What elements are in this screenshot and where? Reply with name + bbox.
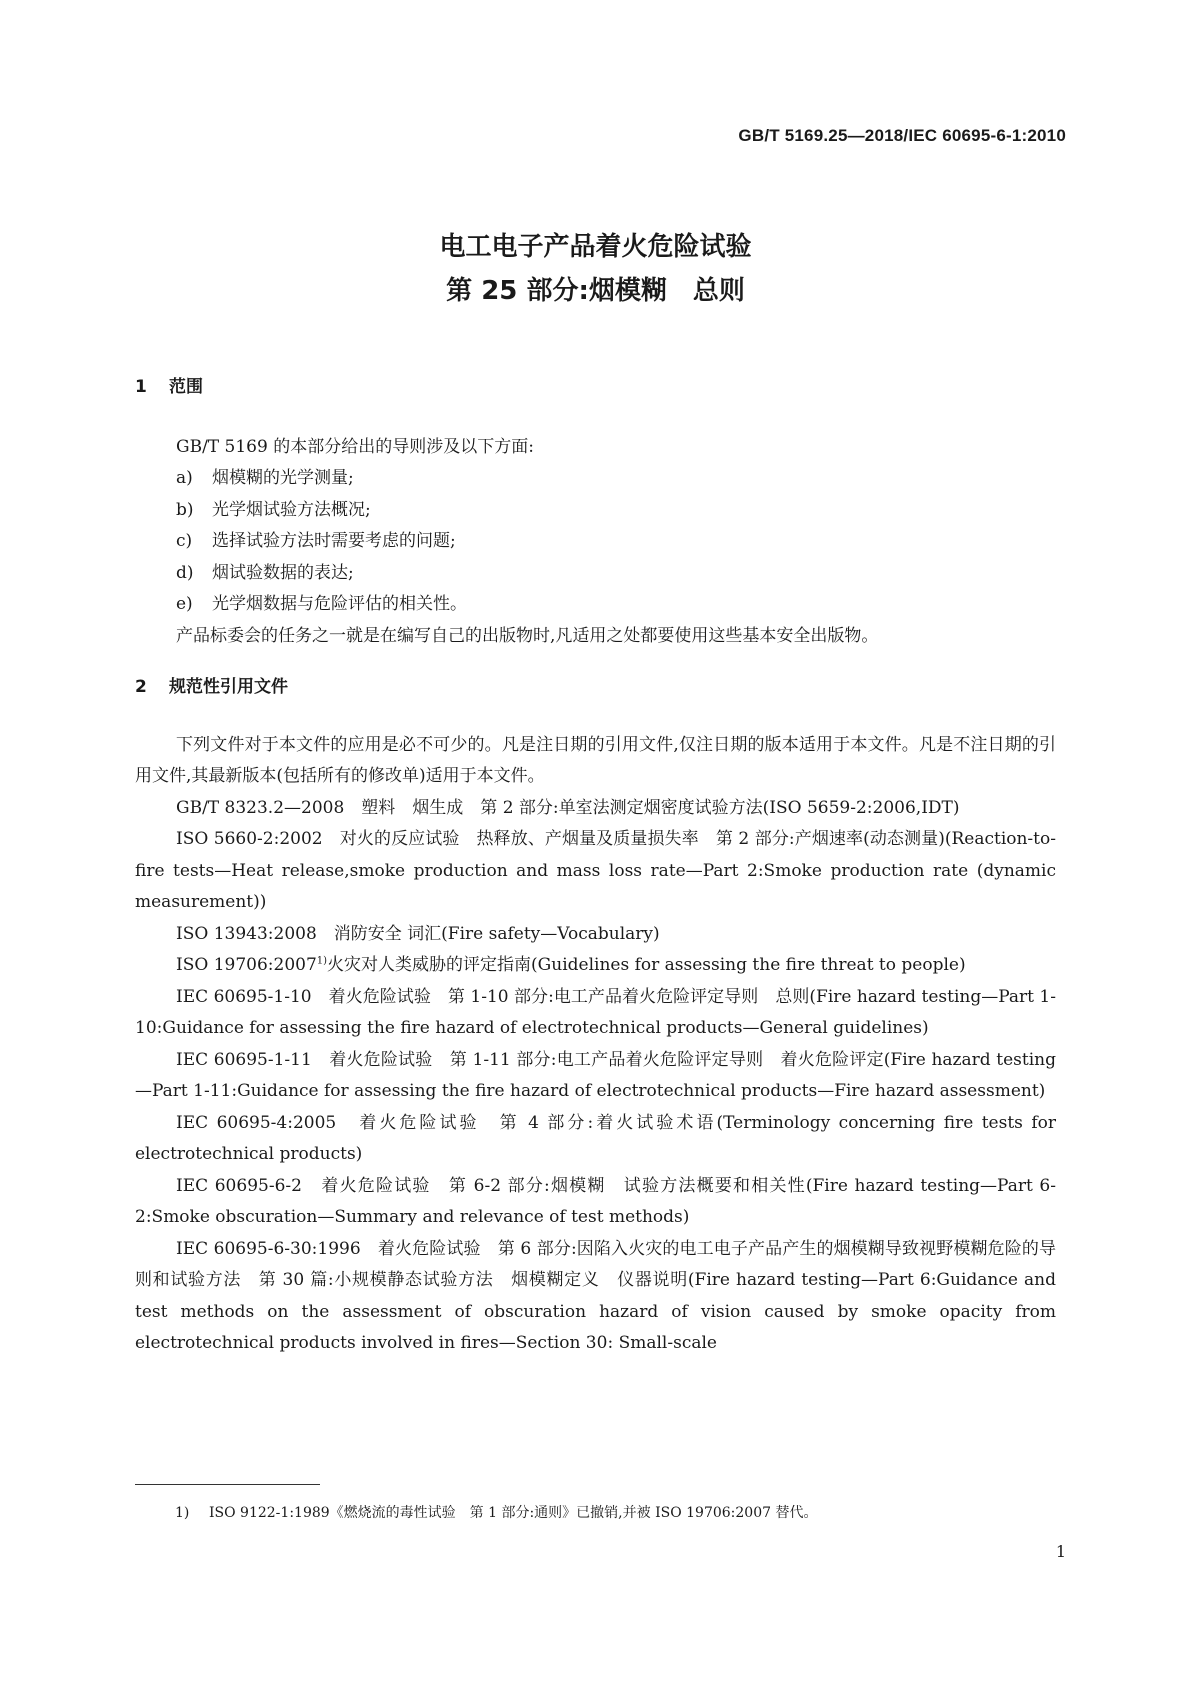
list-item: [135, 495, 1056, 527]
footnote-text: ISO 9122-1:1989《燃烧流的毒性试验 第 1 部分:通则》已撤销,并被 ISO 19706:2007 替代。: [209, 1505, 818, 1521]
list-item: [135, 558, 1056, 590]
list-marker: d): [176, 562, 194, 583]
reference-entry: IEC 60695-4:2005 着火危险试验 第 4 部分:着火试验术语(Terminology concerning fire tests for electrotechnical products): [135, 1112, 1056, 1164]
list-marker: a): [176, 468, 193, 488]
section-number: 2: [135, 677, 147, 697]
reference-entry: IEC 60695-1-10 着火危险试验 第 1-10 部分:电工产品着火危险评定导则 总则(Fire hazard testing—Part 1-10:Guidance for assessing the fire hazard of electrotechnical products—General guidelines): [135, 986, 1056, 1038]
page-number: 1: [1055, 1542, 1066, 1561]
reference-text: 火灾对人类威胁的评定指南(Guidelines for assessing the fire threat to people): [327, 955, 966, 975]
section-number: 1: [135, 377, 147, 397]
title-line-1: 电工电子产品着火危险试验: [439, 232, 752, 262]
footnote-divider: [135, 1484, 320, 1485]
footnote-marker: 1): [175, 1505, 190, 1521]
list-item: [135, 526, 1056, 558]
section-1-heading: [135, 372, 1056, 404]
document-title: [0, 225, 1191, 313]
reference-entry: ISO 5660-2:2002 对火的反应试验 热释放、产烟量及质量损失率 第 2 部分:产烟速率(动态测量)(Reaction-to-fire tests—Heat release,smoke production and mass loss rate—Part 2:Smoke production rate (dynamic measurement)): [135, 829, 1056, 912]
list-marker: c): [176, 531, 193, 551]
list-text: 烟试验数据的表达;: [212, 562, 354, 583]
section-1-closing: 产品标委会的任务之一就是在编写自己的出版物时,凡适用之处都要使用这些基本安全出版物。: [176, 625, 879, 646]
reference-entry: [135, 950, 1056, 982]
title-line-2: 第 25 部分:烟模糊 总则: [446, 276, 745, 306]
reference-entry: IEC 60695-6-2 着火危险试验 第 6-2 部分:烟模糊 试验方法概要和相关性(Fire hazard testing—Part 6-2:Smoke obscuration—Summary and relevance of test methods): [135, 1175, 1056, 1227]
list-item: [135, 589, 1056, 621]
list-text: 光学烟试验方法概况;: [212, 499, 371, 520]
reference-entry: ISO 13943:2008 消防安全 词汇(Fire safety—Vocabulary): [176, 923, 660, 944]
section-title: 范围: [169, 377, 203, 397]
list-text: 烟模糊的光学测量;: [212, 468, 354, 488]
list-text: 选择试验方法时需要考虑的问题;: [212, 531, 456, 551]
section-title: 规范性引用文件: [169, 677, 288, 697]
reference-code: ISO 19706:2007: [176, 955, 317, 975]
reference-entry: GB/T 8323.2—2008 塑料 烟生成 第 2 部分:单室法测定烟密度试验方法(ISO 5659-2:2006,IDT): [176, 797, 960, 818]
reference-entry: IEC 60695-6-30:1996 着火危险试验 第 6 部分:因陷入火灾的电工电子产品产生的烟模糊导致视野模糊危险的导则和试验方法 第 30 篇:小规模静态试验方法 烟模糊定义 仪器说明(Fire hazard testing—Part 6:Guidance and test methods on the assessment of obscuration hazard of vision caused by smoke opacity from electrotechnical products involved in fires—Section 30: Small-scale: [135, 1238, 1056, 1353]
standard-number-header: GB/T 5169.25—2018/IEC 60695-6-1:2010: [738, 126, 1066, 145]
list-text: 光学烟数据与危险评估的相关性。: [212, 594, 467, 614]
document-body: [135, 372, 1056, 1360]
list-marker: b): [176, 499, 194, 520]
section-1-intro: GB/T 5169 的本部分给出的导则涉及以下方面:: [176, 436, 534, 457]
footnote-ref[interactable]: 1): [316, 955, 328, 967]
list-marker: e): [176, 594, 193, 614]
list-item: [135, 463, 1056, 495]
reference-entry: IEC 60695-1-11 着火危险试验 第 1-11 部分:电工产品着火危险评定导则 着火危险评定(Fire hazard testing—Part 1-11:Guidance for assessing the fire hazard of electrotechnical products—Fire hazard assessment): [135, 1049, 1056, 1101]
footnote: [175, 1502, 817, 1522]
section-2-intro: 下列文件对于本文件的应用是必不可少的。凡是注日期的引用文件,仅注日期的版本适用于本文件。凡是不注日期的引用文件,其最新版本(包括所有的修改单)适用于本文件。: [135, 734, 1056, 786]
section-2-heading: [135, 672, 1056, 704]
